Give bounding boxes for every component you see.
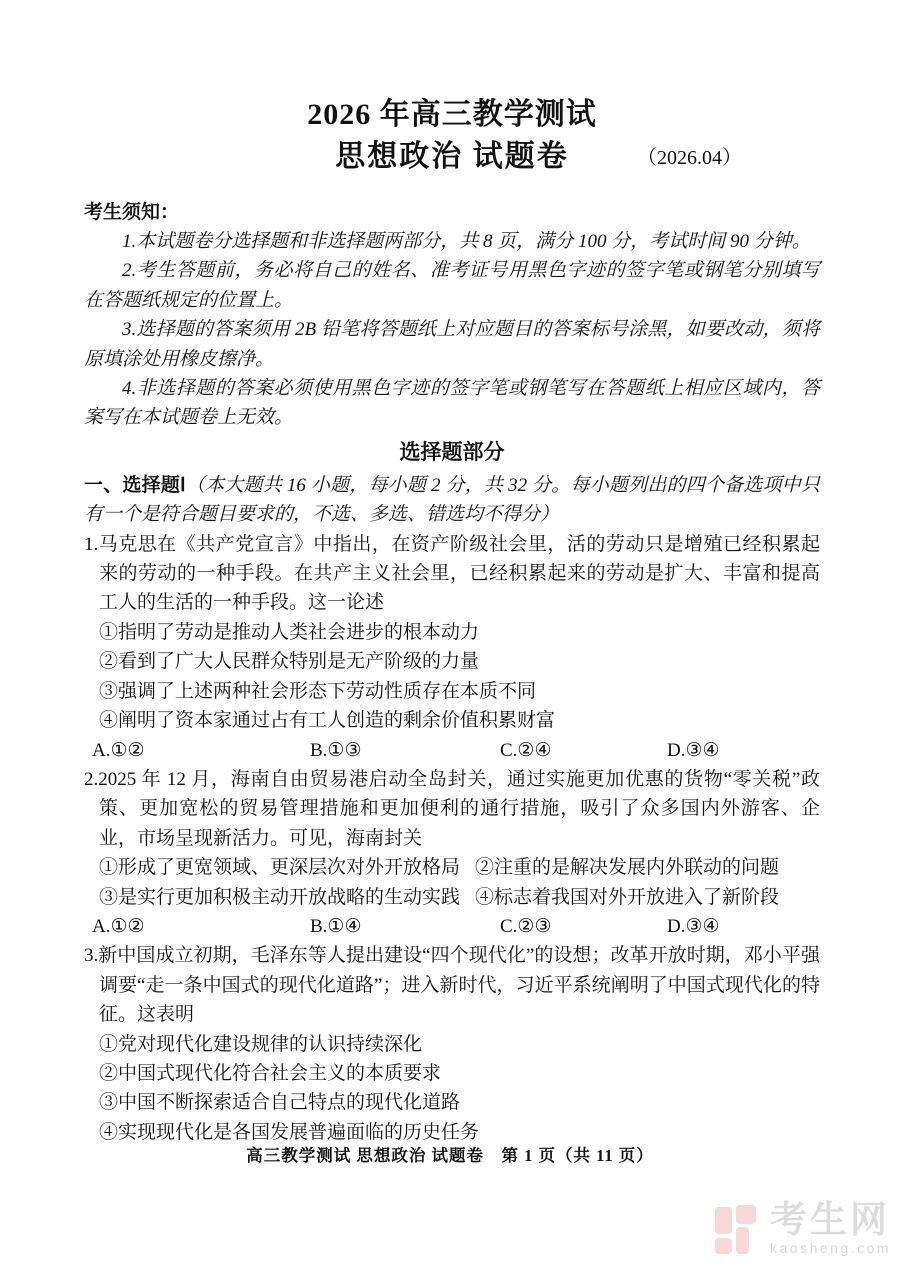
notice-item: 4.非选择题的答案必须使用黑色字迹的签字笔或钢笔写在答题纸上相应区域内，答案写在本试题卷上无效。 (84, 378, 820, 429)
choice-d: D.③④ (667, 739, 720, 761)
statement: ②注重的是解决发展内外联动的问题 (475, 857, 780, 879)
question-2 (84, 765, 820, 941)
statement: ①指明了劳动是推动人类社会进步的根本动力 (99, 621, 480, 643)
notice-heading: 考生须知： (84, 202, 180, 223)
answer-choices (92, 912, 820, 941)
statement: ③强调了上述两种社会形态下劳动性质存在本质不同 (99, 680, 537, 702)
answer-choices (92, 736, 820, 765)
part1-rules: （本大题共 16 小题，每小题 2 分，共 32 分。每小题列出的四个备选项中只有一个是符合题目要求的，不选、多选、错选均不得分） (84, 474, 820, 526)
watermark (714, 1200, 891, 1259)
question-statements (84, 853, 820, 912)
part1-label: 一、选择题Ⅰ (84, 474, 186, 496)
title-block (84, 95, 820, 182)
choice-a: A.①② (92, 915, 145, 937)
statement: ①党对现代化建设规律的认识持续深化 (99, 1033, 423, 1055)
notice-item: 2.考生答题前，务必将自己的姓名、准考证号用黑色字迹的签字笔或钢笔分别填写在答题纸规定的位置上。 (84, 260, 820, 311)
question-stem: 1.马克思在《共产党宣言》中指出，在资产阶级社会里，活的劳动只是增殖已经积累起来的劳动的一种手段。在共产主义社会里，已经积累起来的劳动是扩大、丰富和提高工人的生活的一种手段。这一论述 (84, 533, 820, 614)
statement: ②中国式现代化符合社会主义的本质要求 (99, 1062, 442, 1084)
kaosheng-logo-icon (714, 1200, 760, 1259)
statement: ②看到了广大人民群众特别是无产阶级的力量 (99, 651, 480, 673)
question-statements (84, 1030, 820, 1148)
part1-instruction (84, 471, 820, 530)
question-stem: 2.2025 年 12 月，海南自由贸易港启动全岛封关，通过实施更加优惠的货物“零关税”政策、更加宽松的贸易管理措施和更加便利的通行措施，吸引了众多国内外游客、企业，市场呈现新活力。可见，海南封关 (84, 768, 820, 849)
statement: ①形成了更宽领域、更深层次对外开放格局 (99, 857, 461, 879)
question-stem: 3.新中国成立初期，毛泽东等人提出建设“四个现代化”的设想；改革开放时期，邓小平强调要“走一条中国式的现代化道路”；进入新时代，习近平系统阐明了中国式现代化的特征。这表明 (84, 945, 820, 1026)
question-number: 1. (84, 533, 99, 555)
statement: ④阐明了资本家通过占有工人创造的剩余价值积累财富 (99, 710, 556, 732)
statement: ③中国不断探索适合自己特点的现代化道路 (99, 1092, 461, 1114)
choice-a: A.①② (92, 739, 145, 761)
exam-date: （2026.04） (637, 147, 742, 169)
watermark-brand: 考生网 (770, 1199, 890, 1240)
notice-section (84, 198, 820, 433)
section-heading: 选择题部分 (399, 440, 505, 464)
watermark-domain: kaosheng.com (770, 1240, 892, 1256)
choice-c: C.②③ (500, 915, 552, 937)
statement: ③是实行更加积极主动开放战略的生动实践 (99, 886, 461, 908)
notice-item: 3.选择题的答案须用 2B 铅笔将答题纸上对应题目的答案标号涂黑，如要改动，须将原填涂处用橡皮擦净。 (84, 319, 820, 370)
choice-b: B.①④ (310, 915, 362, 937)
choice-b: B.①③ (310, 739, 362, 761)
choice-c: C.②④ (500, 739, 552, 761)
choice-d: D.③④ (667, 915, 720, 937)
statement: ④标志着我国对外开放进入了新阶段 (475, 886, 780, 908)
notice-item: 1.本试题卷分选择题和非选择题两部分，共 8 页，满分 100 分，考试时间 90 分钟。 (122, 231, 811, 252)
watermark-text (770, 1200, 891, 1256)
question-statements (84, 618, 820, 736)
question-3 (84, 941, 820, 1147)
exam-subject-title: 思想政治 试题卷 (335, 140, 569, 173)
statement: ④实现现代化是各国发展普遍面临的历史任务 (99, 1121, 480, 1143)
page-footer: 高三教学测试 思想政治 试题卷 第 1 页（共 11 页） (246, 1146, 654, 1165)
page-title: 2026 年高三教学测试 (307, 98, 597, 131)
question-number: 2. (84, 768, 99, 790)
question-1 (84, 530, 820, 765)
question-number: 3. (84, 945, 99, 967)
